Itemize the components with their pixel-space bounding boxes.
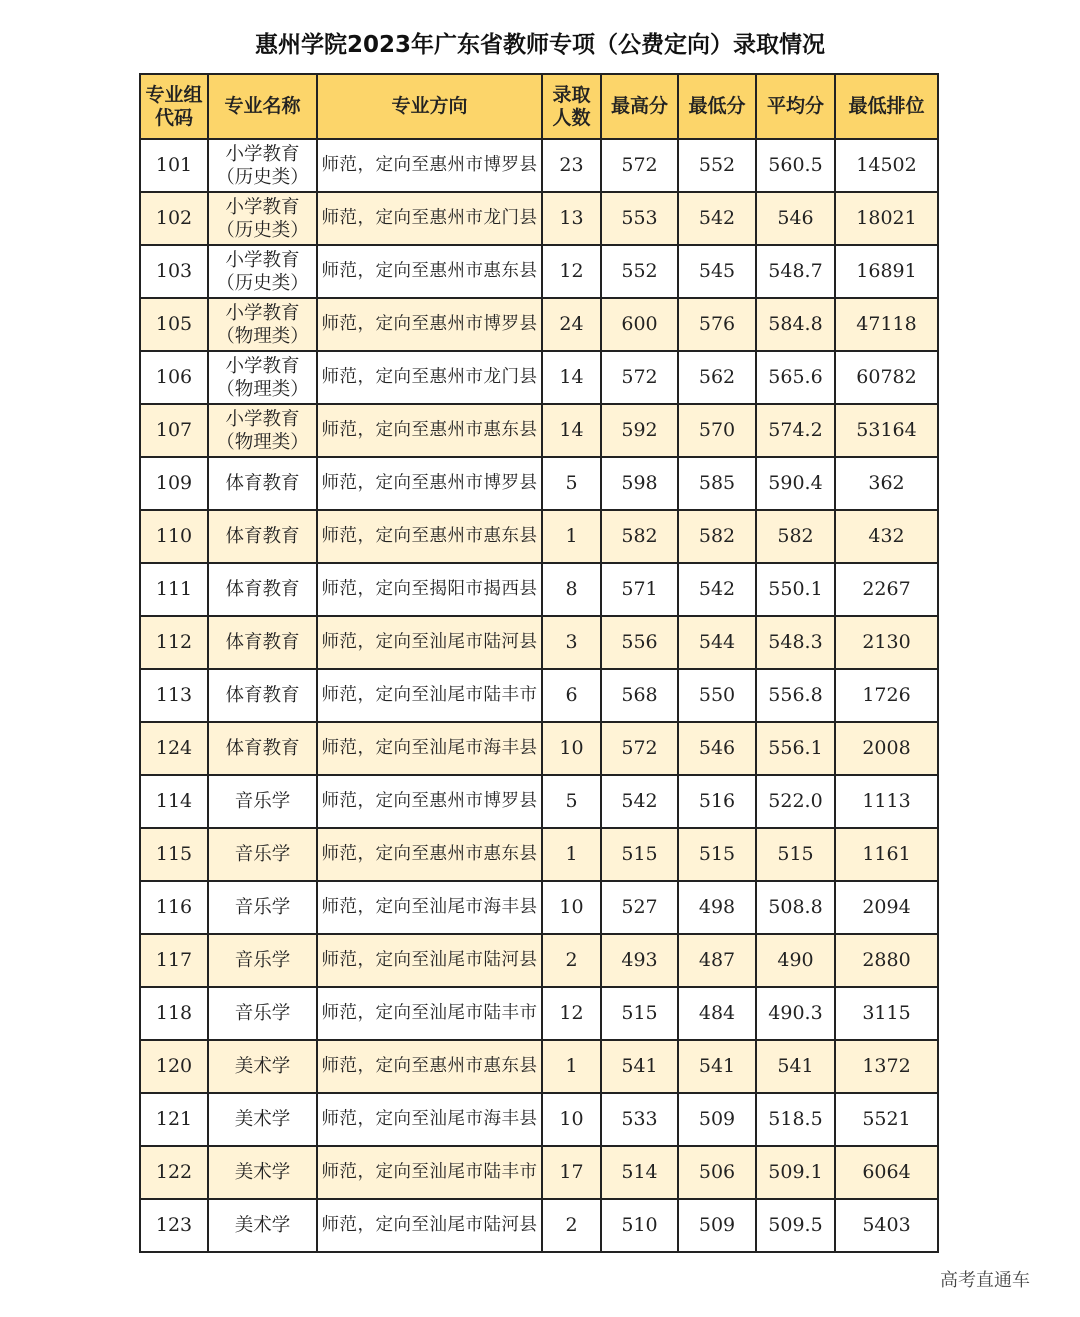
cell-direction: 师范，定向至汕尾市陆丰市 xyxy=(317,669,542,722)
cell-avg-score: 508.8 xyxy=(756,881,835,934)
cell-max-score: 572 xyxy=(601,139,678,192)
cell-group-code: 106 xyxy=(140,351,208,404)
cell-max-score: 514 xyxy=(601,1146,678,1199)
column-header-direction xyxy=(317,74,542,139)
cell-admitted-count: 13 xyxy=(542,192,601,245)
cell-avg-score: 518.5 xyxy=(756,1093,835,1146)
cell-avg-score: 548.7 xyxy=(756,245,835,298)
table-row xyxy=(140,404,938,457)
cell-min-rank: 14502 xyxy=(835,139,938,192)
cell-admitted-count: 3 xyxy=(542,616,601,669)
cell-group-code: 115 xyxy=(140,828,208,881)
cell-major-name: 音乐学 xyxy=(208,828,317,881)
cell-direction: 师范，定向至汕尾市陆丰市 xyxy=(317,1146,542,1199)
cell-avg-score: 522.0 xyxy=(756,775,835,828)
cell-group-code: 105 xyxy=(140,298,208,351)
cell-min-score: 546 xyxy=(678,722,756,775)
cell-max-score: 541 xyxy=(601,1040,678,1093)
column-header-text: 最高分 xyxy=(610,95,668,117)
cell-avg-score: 560.5 xyxy=(756,139,835,192)
cell-group-code: 117 xyxy=(140,934,208,987)
cell-avg-score: 541 xyxy=(756,1040,835,1093)
cell-major-name: 音乐学 xyxy=(208,987,317,1040)
table-header-row xyxy=(140,74,938,139)
cell-max-score: 527 xyxy=(601,881,678,934)
cell-admitted-count: 12 xyxy=(542,987,601,1040)
cell-min-score: 542 xyxy=(678,563,756,616)
cell-group-code: 111 xyxy=(140,563,208,616)
cell-min-score: 487 xyxy=(678,934,756,987)
table-row xyxy=(140,351,938,404)
cell-min-score: 552 xyxy=(678,139,756,192)
cell-major-name: 体育教育 xyxy=(208,457,317,510)
table-row xyxy=(140,616,938,669)
cell-admitted-count: 14 xyxy=(542,351,601,404)
cell-min-rank: 2267 xyxy=(835,563,938,616)
table-row xyxy=(140,510,938,563)
cell-admitted-count: 10 xyxy=(542,722,601,775)
cell-min-rank: 2130 xyxy=(835,616,938,669)
cell-avg-score: 556.1 xyxy=(756,722,835,775)
cell-major-name: 体育教育 xyxy=(208,510,317,563)
cell-admitted-count: 6 xyxy=(542,669,601,722)
cell-direction: 师范，定向至汕尾市海丰县 xyxy=(317,1093,542,1146)
cell-max-score: 571 xyxy=(601,563,678,616)
cell-direction: 师范，定向至汕尾市陆河县 xyxy=(317,616,542,669)
cell-group-code: 107 xyxy=(140,404,208,457)
cell-min-rank: 1161 xyxy=(835,828,938,881)
cell-min-score: 582 xyxy=(678,510,756,563)
cell-avg-score: 490.3 xyxy=(756,987,835,1040)
cell-group-code: 102 xyxy=(140,192,208,245)
cell-group-code: 121 xyxy=(140,1093,208,1146)
cell-avg-score: 509.1 xyxy=(756,1146,835,1199)
cell-direction: 师范，定向至汕尾市海丰县 xyxy=(317,722,542,775)
cell-admitted-count: 23 xyxy=(542,139,601,192)
column-header-text: 专业组代码 xyxy=(145,83,203,129)
table-row xyxy=(140,1093,938,1146)
table-row xyxy=(140,987,938,1040)
cell-min-score: 550 xyxy=(678,669,756,722)
cell-max-score: 553 xyxy=(601,192,678,245)
cell-min-score: 515 xyxy=(678,828,756,881)
cell-min-score: 542 xyxy=(678,192,756,245)
column-header-major-name xyxy=(208,74,317,139)
cell-min-rank: 362 xyxy=(835,457,938,510)
cell-admitted-count: 14 xyxy=(542,404,601,457)
cell-group-code: 112 xyxy=(140,616,208,669)
cell-max-score: 592 xyxy=(601,404,678,457)
cell-group-code: 122 xyxy=(140,1146,208,1199)
cell-min-rank: 5521 xyxy=(835,1093,938,1146)
cell-min-rank: 60782 xyxy=(835,351,938,404)
cell-admitted-count: 5 xyxy=(542,457,601,510)
cell-max-score: 542 xyxy=(601,775,678,828)
cell-avg-score: 556.8 xyxy=(756,669,835,722)
cell-major-name: 美术学 xyxy=(208,1093,317,1146)
cell-admitted-count: 5 xyxy=(542,775,601,828)
cell-avg-score: 574.2 xyxy=(756,404,835,457)
cell-direction: 师范，定向至惠州市惠东县 xyxy=(317,1040,542,1093)
table-row xyxy=(140,669,938,722)
cell-admitted-count: 24 xyxy=(542,298,601,351)
cell-min-rank: 18021 xyxy=(835,192,938,245)
cell-avg-score: 548.3 xyxy=(756,616,835,669)
cell-major-name: 体育教育 xyxy=(208,563,317,616)
cell-min-rank: 2008 xyxy=(835,722,938,775)
table-row xyxy=(140,139,938,192)
cell-direction: 师范，定向至惠州市龙门县 xyxy=(317,351,542,404)
column-header-max-score xyxy=(601,74,678,139)
table-row xyxy=(140,245,938,298)
cell-direction: 师范，定向至惠州市博罗县 xyxy=(317,457,542,510)
cell-min-score: 570 xyxy=(678,404,756,457)
cell-min-score: 509 xyxy=(678,1199,756,1252)
cell-min-score: 544 xyxy=(678,616,756,669)
cell-direction: 师范，定向至惠州市博罗县 xyxy=(317,775,542,828)
cell-max-score: 493 xyxy=(601,934,678,987)
cell-avg-score: 490 xyxy=(756,934,835,987)
table-row xyxy=(140,192,938,245)
cell-avg-score: 582 xyxy=(756,510,835,563)
cell-avg-score: 546 xyxy=(756,192,835,245)
cell-min-score: 562 xyxy=(678,351,756,404)
cell-major-name: 音乐学 xyxy=(208,881,317,934)
cell-avg-score: 515 xyxy=(756,828,835,881)
cell-admitted-count: 10 xyxy=(542,881,601,934)
cell-major-name: 小学教育 （物理类） xyxy=(208,404,317,457)
cell-major-name: 美术学 xyxy=(208,1146,317,1199)
cell-min-rank: 2880 xyxy=(835,934,938,987)
cell-direction: 师范，定向至惠州市博罗县 xyxy=(317,139,542,192)
table-row xyxy=(140,828,938,881)
cell-max-score: 568 xyxy=(601,669,678,722)
cell-direction: 师范，定向至惠州市惠东县 xyxy=(317,510,542,563)
cell-group-code: 124 xyxy=(140,722,208,775)
cell-direction: 师范，定向至揭阳市揭西县 xyxy=(317,563,542,616)
table-row xyxy=(140,722,938,775)
table-row xyxy=(140,457,938,510)
cell-min-rank: 47118 xyxy=(835,298,938,351)
cell-major-name: 音乐学 xyxy=(208,934,317,987)
page-title: 惠州学院2023年广东省教师专项（公费定向）录取情况 xyxy=(254,32,825,58)
cell-avg-score: 509.5 xyxy=(756,1199,835,1252)
cell-min-score: 506 xyxy=(678,1146,756,1199)
cell-group-code: 101 xyxy=(140,139,208,192)
cell-min-rank: 1113 xyxy=(835,775,938,828)
cell-max-score: 552 xyxy=(601,245,678,298)
cell-min-rank: 6064 xyxy=(835,1146,938,1199)
cell-admitted-count: 1 xyxy=(542,828,601,881)
column-header-text: 最低排位 xyxy=(848,95,925,117)
cell-max-score: 600 xyxy=(601,298,678,351)
cell-min-rank: 5403 xyxy=(835,1199,938,1252)
cell-major-name: 音乐学 xyxy=(208,775,317,828)
table-row xyxy=(140,1040,938,1093)
cell-min-rank: 2094 xyxy=(835,881,938,934)
cell-major-name: 体育教育 xyxy=(208,722,317,775)
cell-group-code: 113 xyxy=(140,669,208,722)
watermark: 高考直通车 xyxy=(940,1270,1030,1291)
column-header-avg-score xyxy=(756,74,835,139)
cell-max-score: 598 xyxy=(601,457,678,510)
cell-avg-score: 565.6 xyxy=(756,351,835,404)
column-header-min-rank xyxy=(835,74,938,139)
cell-max-score: 510 xyxy=(601,1199,678,1252)
cell-major-name: 体育教育 xyxy=(208,616,317,669)
cell-group-code: 118 xyxy=(140,987,208,1040)
table-row xyxy=(140,881,938,934)
table-row xyxy=(140,563,938,616)
cell-min-rank: 3115 xyxy=(835,987,938,1040)
cell-max-score: 515 xyxy=(601,987,678,1040)
cell-admitted-count: 2 xyxy=(542,1199,601,1252)
cell-group-code: 110 xyxy=(140,510,208,563)
column-header-text: 专业方向 xyxy=(391,95,468,117)
cell-major-name: 美术学 xyxy=(208,1199,317,1252)
cell-admitted-count: 1 xyxy=(542,1040,601,1093)
cell-min-rank: 1372 xyxy=(835,1040,938,1093)
cell-avg-score: 550.1 xyxy=(756,563,835,616)
cell-min-score: 585 xyxy=(678,457,756,510)
cell-min-score: 516 xyxy=(678,775,756,828)
cell-min-rank: 1726 xyxy=(835,669,938,722)
cell-admitted-count: 10 xyxy=(542,1093,601,1146)
table-row xyxy=(140,1146,938,1199)
column-header-group-code xyxy=(140,74,208,139)
cell-major-name: 小学教育 （历史类） xyxy=(208,245,317,298)
cell-min-score: 545 xyxy=(678,245,756,298)
cell-direction: 师范，定向至惠州市惠东县 xyxy=(317,404,542,457)
cell-max-score: 582 xyxy=(601,510,678,563)
cell-direction: 师范，定向至惠州市龙门县 xyxy=(317,192,542,245)
cell-max-score: 572 xyxy=(601,722,678,775)
cell-min-rank: 16891 xyxy=(835,245,938,298)
cell-avg-score: 590.4 xyxy=(756,457,835,510)
cell-min-score: 509 xyxy=(678,1093,756,1146)
cell-major-name: 小学教育 （物理类） xyxy=(208,351,317,404)
column-header-text: 录取人数 xyxy=(552,83,591,129)
table-row xyxy=(140,298,938,351)
cell-min-score: 576 xyxy=(678,298,756,351)
cell-min-score: 541 xyxy=(678,1040,756,1093)
admission-table xyxy=(139,73,939,1253)
cell-group-code: 116 xyxy=(140,881,208,934)
cell-direction: 师范，定向至汕尾市陆丰市 xyxy=(317,987,542,1040)
cell-direction: 师范，定向至惠州市博罗县 xyxy=(317,298,542,351)
cell-major-name: 美术学 xyxy=(208,1040,317,1093)
cell-avg-score: 584.8 xyxy=(756,298,835,351)
cell-admitted-count: 1 xyxy=(542,510,601,563)
cell-max-score: 533 xyxy=(601,1093,678,1146)
cell-direction: 师范，定向至惠州市惠东县 xyxy=(317,828,542,881)
column-header-text: 最低分 xyxy=(688,95,746,117)
cell-max-score: 515 xyxy=(601,828,678,881)
cell-min-rank: 432 xyxy=(835,510,938,563)
cell-admitted-count: 2 xyxy=(542,934,601,987)
cell-min-rank: 53164 xyxy=(835,404,938,457)
table-row xyxy=(140,775,938,828)
cell-group-code: 103 xyxy=(140,245,208,298)
cell-major-name: 体育教育 xyxy=(208,669,317,722)
cell-major-name: 小学教育 （物理类） xyxy=(208,298,317,351)
cell-direction: 师范，定向至汕尾市陆河县 xyxy=(317,934,542,987)
cell-min-score: 498 xyxy=(678,881,756,934)
cell-admitted-count: 8 xyxy=(542,563,601,616)
column-header-text: 平均分 xyxy=(766,95,824,117)
cell-major-name: 小学教育 （历史类） xyxy=(208,139,317,192)
cell-direction: 师范，定向至惠州市惠东县 xyxy=(317,245,542,298)
cell-direction: 师范，定向至汕尾市陆河县 xyxy=(317,1199,542,1252)
cell-min-score: 484 xyxy=(678,987,756,1040)
table-row xyxy=(140,934,938,987)
cell-group-code: 123 xyxy=(140,1199,208,1252)
cell-direction: 师范，定向至汕尾市海丰县 xyxy=(317,881,542,934)
cell-major-name: 小学教育 （历史类） xyxy=(208,192,317,245)
column-header-admitted-count xyxy=(542,74,601,139)
cell-max-score: 572 xyxy=(601,351,678,404)
cell-group-code: 120 xyxy=(140,1040,208,1093)
column-header-text: 专业名称 xyxy=(224,95,301,117)
column-header-min-score xyxy=(678,74,756,139)
cell-admitted-count: 12 xyxy=(542,245,601,298)
table-row xyxy=(140,1199,938,1252)
cell-admitted-count: 17 xyxy=(542,1146,601,1199)
cell-group-code: 109 xyxy=(140,457,208,510)
cell-group-code: 114 xyxy=(140,775,208,828)
cell-max-score: 556 xyxy=(601,616,678,669)
